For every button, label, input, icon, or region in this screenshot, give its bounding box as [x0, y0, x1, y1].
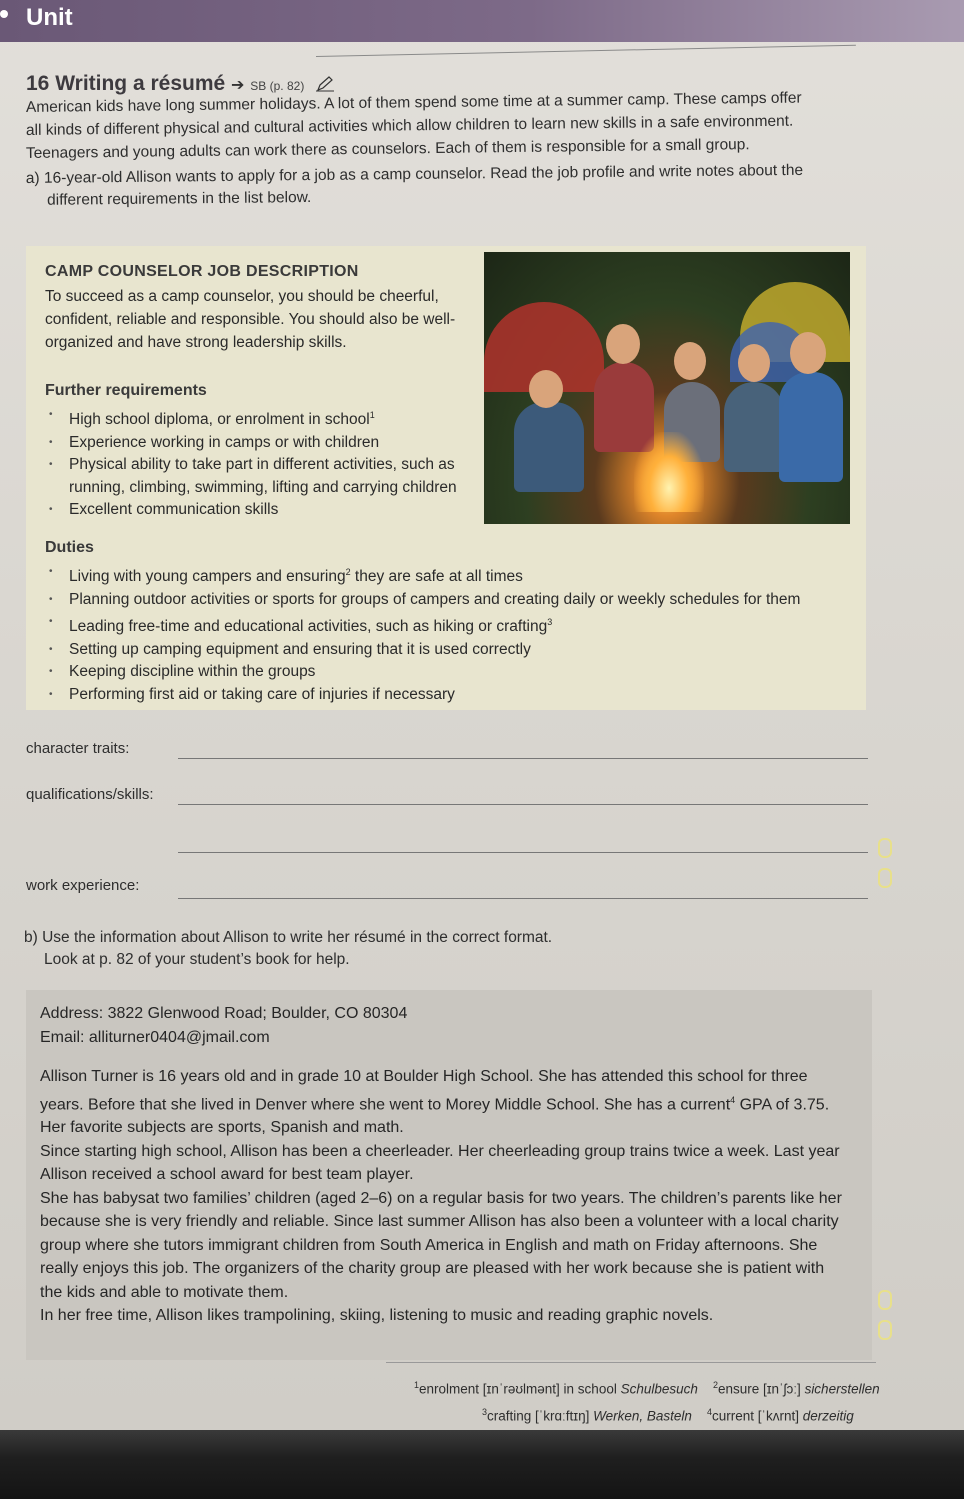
campfire-photo: [484, 252, 850, 524]
list-item: • Leading free-time and educational activities, such as hiking or crafting$^3$: [45, 611, 845, 639]
footnote-line: $^3$crafting [ˈkrɑːftɪŋ] Werken, Basteln $^4$current [ˈkʌrnt] derzeitig: [482, 1406, 854, 1423]
character-traits-label: character traits:: [26, 740, 130, 757]
intro-line: Teenagers and young adults can work there as counselors. Each of them is responsible for a small group.: [25, 136, 750, 162]
list-item: • Physical ability to take part in different activities, such as running, climbing, swimming, lifting and carrying children: [45, 454, 475, 499]
list-item: • Planning outdoor activities or sports for groups of campers and creating daily or weekly schedules for them: [45, 589, 845, 612]
intro-line: American kids have long summer holidays. A lot of them spend some time at a summer camp. These camps offer: [25, 89, 802, 116]
task-b-label: b): [24, 929, 38, 946]
intro-line: all kinds of different physical and cultural activities which allow children to learn new skills in a safe environment.: [25, 112, 794, 139]
character-traits-line[interactable]: [178, 758, 868, 759]
task-a-line: 16-year-old Allison wants to apply for a job as a camp counselor. Read the job profile and write notes about the: [43, 161, 804, 187]
binder-rings: [878, 1290, 890, 1350]
task-a: [26, 159, 876, 212]
binder-ring: [878, 838, 892, 858]
task-b-line: Look at p. 82 of your student’s book for help.: [44, 951, 350, 968]
task-a-line: different requirements in the list below.: [47, 189, 312, 209]
list-item: • High school diploma, or enrolment in school$^1$: [45, 404, 475, 432]
task-b-line: Use the information about Allison to write her résumé in the correct format.: [42, 929, 553, 946]
pencil-icon: [316, 76, 334, 92]
job-title: CAMP COUNSELOR JOB DESCRIPTION: [45, 263, 359, 280]
qualifications-label: qualifications/skills:: [26, 786, 154, 803]
binder-rings: [878, 838, 890, 898]
child-figure: [724, 382, 784, 472]
footnotes: [414, 1374, 894, 1427]
footnote-line: $^1$enrolment [ɪnˈrəʊlmənt] in school Schulbesuch $^2$ensure [ɪnˈʃɔː] sicherstellen: [414, 1380, 880, 1397]
qualifications-line[interactable]: [178, 804, 868, 805]
unit-label: Unit: [26, 4, 73, 31]
intro-paragraph: [25, 89, 866, 165]
exercise-title: Writing a résumé: [55, 72, 226, 95]
list-item: • Living with young campers and ensuring$^2$ they are safe at all times: [45, 561, 845, 589]
list-item: • Experience working in camps or with children: [45, 432, 475, 455]
allison-profile: [40, 1002, 850, 1328]
list-item: • Excellent communication skills: [45, 499, 475, 522]
duties-heading: Duties: [45, 539, 94, 556]
list-item: • Setting up camping equipment and ensuring that it is used correctly: [45, 639, 845, 662]
unit-header-bar: [0, 0, 964, 42]
students-book-reference: SB (p. 82): [250, 79, 305, 93]
work-experience-line[interactable]: [178, 898, 868, 899]
child-figure: [529, 370, 563, 408]
child-figure: [674, 342, 706, 380]
list-item: • Keeping discipline within the groups: [45, 661, 845, 684]
child-figure: [779, 372, 843, 482]
profile-address: Address: 3822 Glenwood Road; Boulder, CO 80304: [40, 1005, 408, 1022]
profile-paragraph: In her free time, Allison likes trampolining, skiing, listening to music and reading graphic novels.: [40, 1307, 714, 1325]
profile-paragraph: Allison Turner is 16 years old and in grade 10 at Boulder High School. She has attended this school for three years. Before that she lived in Denver where she went to Morey Middle School. She has a current$^4$ GPA of 3.75. Her favorite subjects are sports, Spanish and math.: [40, 1068, 830, 1137]
child-figure: [606, 324, 640, 364]
job-intro-text: To succeed as a camp counselor, you should be cheerful, confident, reliable and responsible. You should also be well-organized and have strong leadership skills.: [45, 288, 456, 351]
arrow-right-icon: ➔: [231, 77, 245, 94]
exercise-number: 16: [26, 72, 50, 95]
profile-paragraph: She has babysat two families’ children (aged 2–6) on a regular basis for two years. The children’s parents like her because she is very friendly and reliable. Since last summer Allison has also been a volunteer with a local charity group where she tutors immigrant children from South America in English and math on Friday afternoons. She really enjoys this job. The organizers of the charity group are pleased with her work because she is patient with the kids and able to motivate them.: [40, 1189, 842, 1301]
child-figure: [514, 402, 584, 492]
footnote-rule: [386, 1362, 876, 1363]
bottom-shadow: [0, 1430, 964, 1499]
binder-ring: [878, 1320, 892, 1340]
profile-email: Email: alliturner0404@jmail.com: [40, 1028, 270, 1046]
work-experience-label: work experience:: [26, 877, 140, 894]
profile-paragraph: Since starting high school, Allison has been a cheerleader. Her cheerleading group trains twice a week. Last year Allison received a school award for best team player.: [40, 1142, 840, 1184]
list-item: • Performing first aid or taking care of injuries if necessary: [45, 684, 845, 707]
qualifications-line-2[interactable]: [178, 852, 868, 853]
binder-ring: [878, 1290, 892, 1310]
further-requirements-list: [45, 404, 475, 522]
child-figure: [738, 344, 770, 382]
task-b: [24, 927, 884, 971]
duties-list: [45, 561, 845, 706]
further-requirements-heading: Further requirements: [45, 382, 207, 399]
campfire: [634, 432, 704, 512]
bullet-icon: [0, 10, 8, 18]
task-a-label: a): [25, 169, 40, 188]
binder-ring: [878, 868, 892, 888]
child-figure: [790, 332, 826, 374]
